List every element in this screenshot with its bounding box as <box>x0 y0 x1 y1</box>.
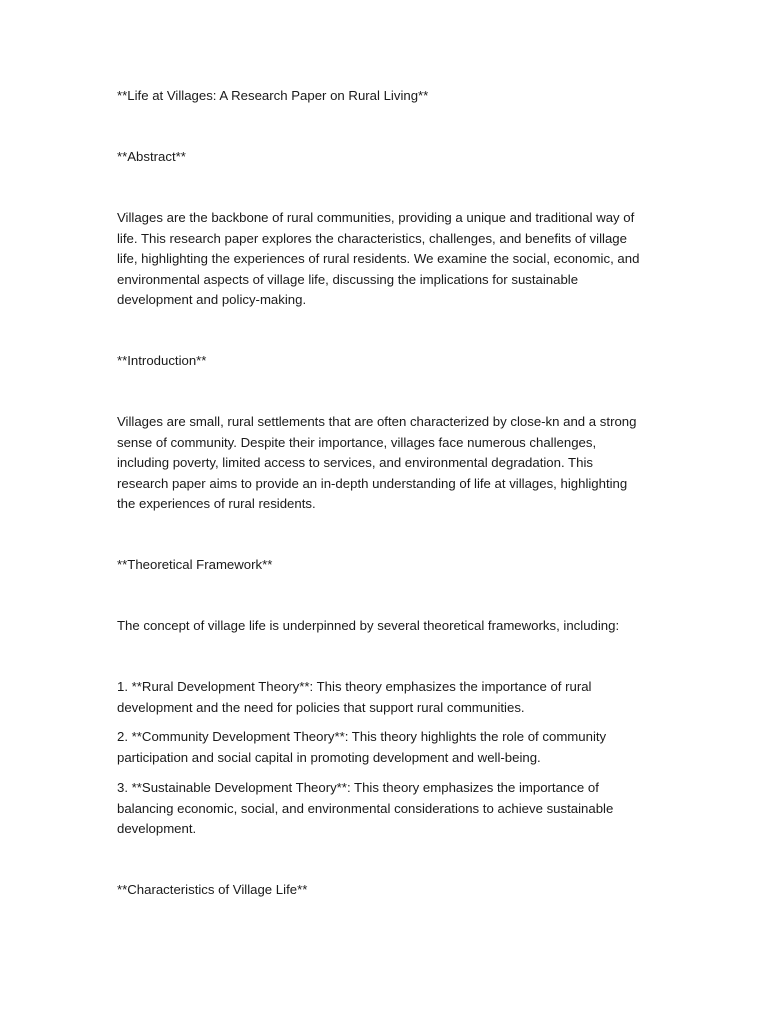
introduction-heading: **Introduction** <box>117 353 207 368</box>
characteristics-heading: **Characteristics of Village Life** <box>117 882 308 897</box>
framework-intro: The concept of village life is underpinned by several theoretical frameworks, including: <box>117 618 620 633</box>
framework-list-item: 2. **Community Development Theory**: This theory highlights the role of community participation and social capital in promoting development and well-being. <box>117 729 607 765</box>
abstract-heading: **Abstract** <box>117 149 186 164</box>
introduction-paragraph: Villages are small, rural settlements that are often characterized by close-kn and a strong sense of community. Despite their importance, villages face numerous challenges, including poverty, limited access to services, and environmental degradation. This research paper aims to provide an in-depth understanding of life at villages, highlighting the experiences of rural residents. <box>117 414 637 512</box>
framework-list-item: 3. **Sustainable Development Theory**: This theory emphasizes the importance of balancing economic, social, and environmental considerations to achieve sustainable development. <box>117 780 614 837</box>
framework-heading: **Theoretical Framework** <box>117 557 273 572</box>
abstract-paragraph: Villages are the backbone of rural communities, providing a unique and traditional way of life. This research paper explores the characteristics, challenges, and benefits of village life, highlighting the experiences of rural residents. We examine the social, economic, and environmental aspects of village life, discussing the implications for sustainable development and policy-making. <box>117 210 640 308</box>
framework-list-item: 1. **Rural Development Theory**: This theory emphasizes the importance of rural development and the need for policies that support rural communities. <box>117 679 592 715</box>
paper-title: **Life at Villages: A Research Paper on Rural Living** <box>117 88 429 103</box>
